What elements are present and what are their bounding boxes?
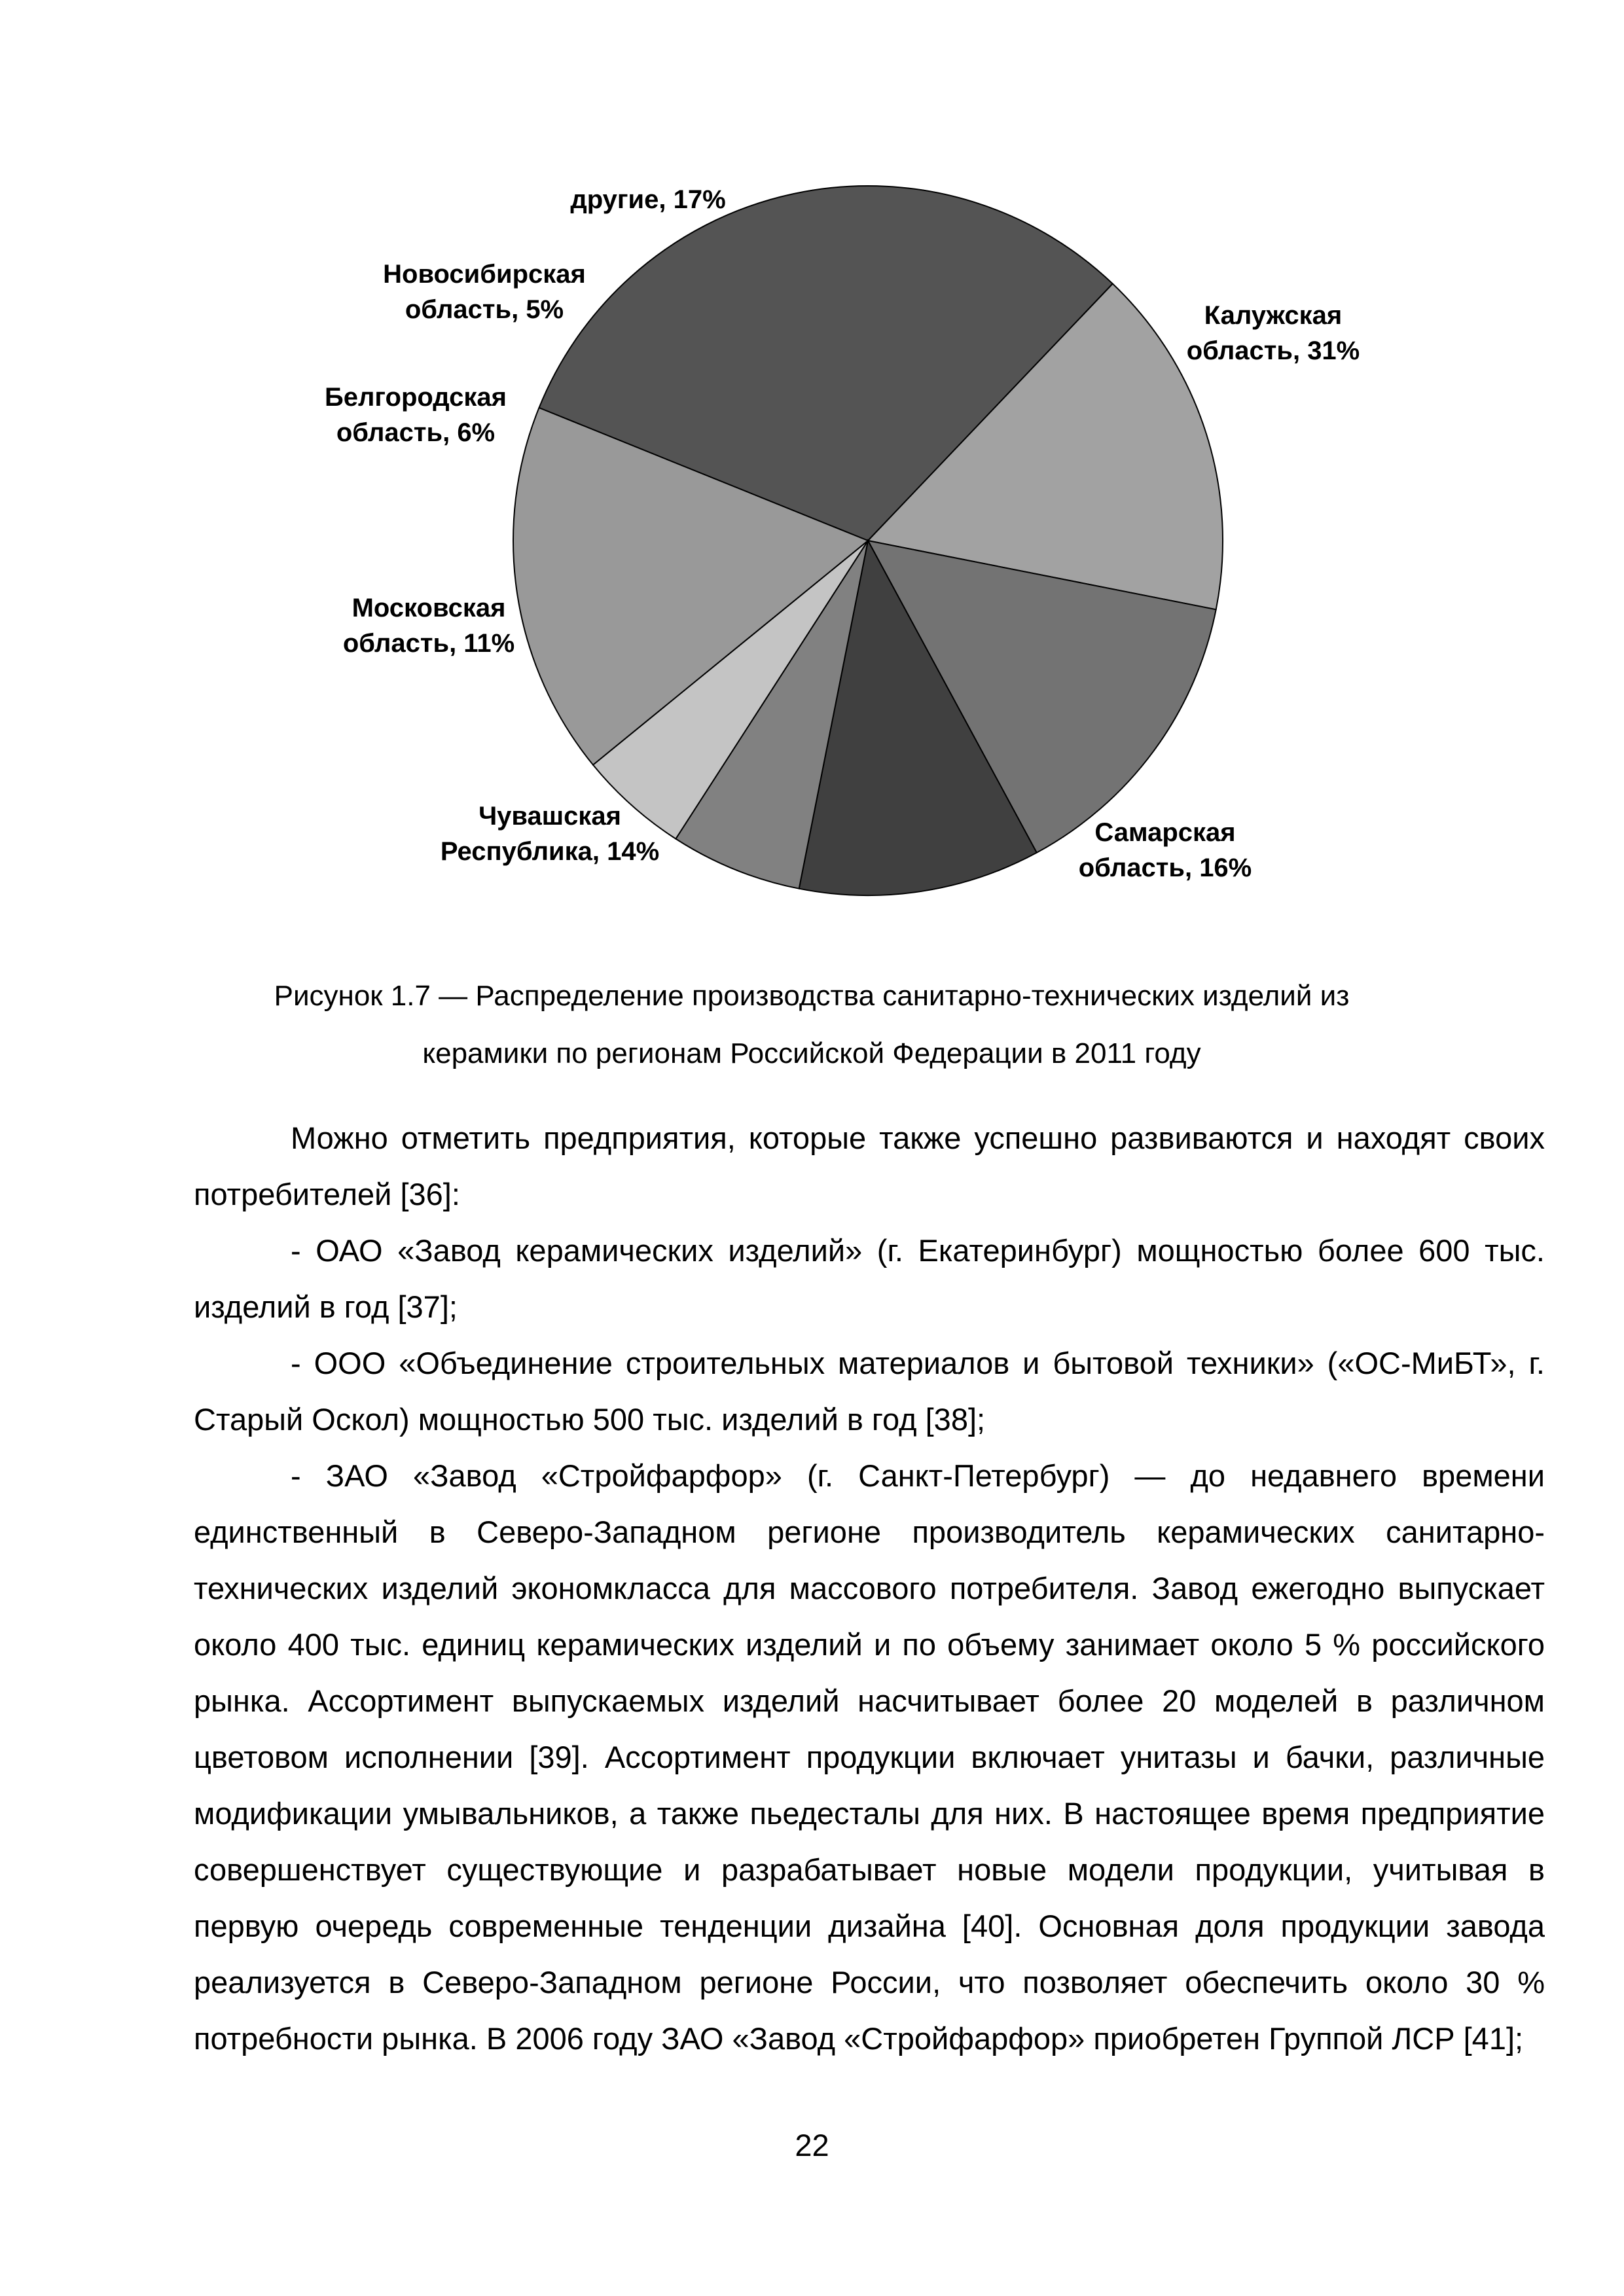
slice-label-4 <box>325 383 507 447</box>
slice-label-line: область, 5% <box>405 295 564 324</box>
slice-label-6 <box>570 185 725 214</box>
slice-label-5 <box>383 260 586 324</box>
slice-label-line: область, 31% <box>1186 336 1360 365</box>
paragraph-item-stroyfarfor: - ЗАО «Завод «Стройфарфор» (г. Санкт-Петербург) — до недавнего времени единственный в Северо-Западном регионе производитель керамических санитарно-технических изделий экономкласса для массового потребителя. Завод ежегодно выпускает около 400 тыс. единиц керамических изделий и по объему занимает около 5 % российского рынка. Ассортимент выпускаемых изделий насчитывает более 20 моделей в различном цветовом исполнении [39]. Ассортимент продукции включает унитазы и бачки, различные модификации умывальников, а также пьедесталы для них. В настоящее время предприятие совершенствует существующие и разрабатывает новые модели продукции, учитывая в первую очередь современные тенденции дизайна [40]. Основная доля продукции завода реализуется в Северо-Западном регионе России, что позволяет обеспечить около 30 % потребности рынка. В 2006 году ЗАО «Завод «Стройфарфор» приобретен Группой ЛСР [41]; <box>194 1458 1545 2056</box>
slice-label-line: Калужская <box>1204 301 1343 330</box>
slice-label-line: другие, 17% <box>570 185 726 214</box>
slice-label-line: область, 11% <box>342 629 515 658</box>
caption-line-1: Рисунок 1.7 — Распределение производства санитарно-технических изделий из <box>274 980 1350 1012</box>
slice-label-line: Белгородская <box>324 383 507 412</box>
paragraph-intro: Можно отметить предприятия, которые также успешно развиваются и находят своих потребителей [36]: <box>194 1121 1545 1211</box>
slice-label-3 <box>343 594 514 658</box>
paragraph-item-oskol: - ООО «Объединение строительных материалов и бытовой техники» («ОС-МиБТ», г. Старый Оскол) мощностью 500 тыс. изделий в год [38]; <box>194 1346 1545 1437</box>
caption-line-2: керамики по регионам Российской Федерации в 2011 году <box>422 1037 1201 1069</box>
paragraph-item-ekaterinburg: - ОАО «Завод керамических изделий» (г. Екатеринбург) мощностью более 600 тыс. изделий в год [37]; <box>194 1233 1545 1324</box>
slice-label-line: область, 16% <box>1078 853 1252 882</box>
slice-label-line: Новосибирская <box>383 260 586 289</box>
page-number: 22 <box>795 2128 829 2162</box>
slice-label-0 <box>1187 301 1360 365</box>
slice-label-1 <box>1079 818 1252 882</box>
figure-caption <box>183 967 1440 1083</box>
slice-label-line: область, 6% <box>336 418 496 447</box>
slice-label-line: Чувашская <box>478 802 621 831</box>
slice-label-2 <box>441 802 659 866</box>
body-text <box>194 1110 1545 2067</box>
pie-slices <box>513 186 1223 895</box>
slice-label-line: Самарская <box>1094 818 1236 847</box>
slice-label-line: Московская <box>352 594 506 622</box>
pie-chart <box>0 0 1624 949</box>
slice-label-line: Республика, 14% <box>440 837 660 866</box>
